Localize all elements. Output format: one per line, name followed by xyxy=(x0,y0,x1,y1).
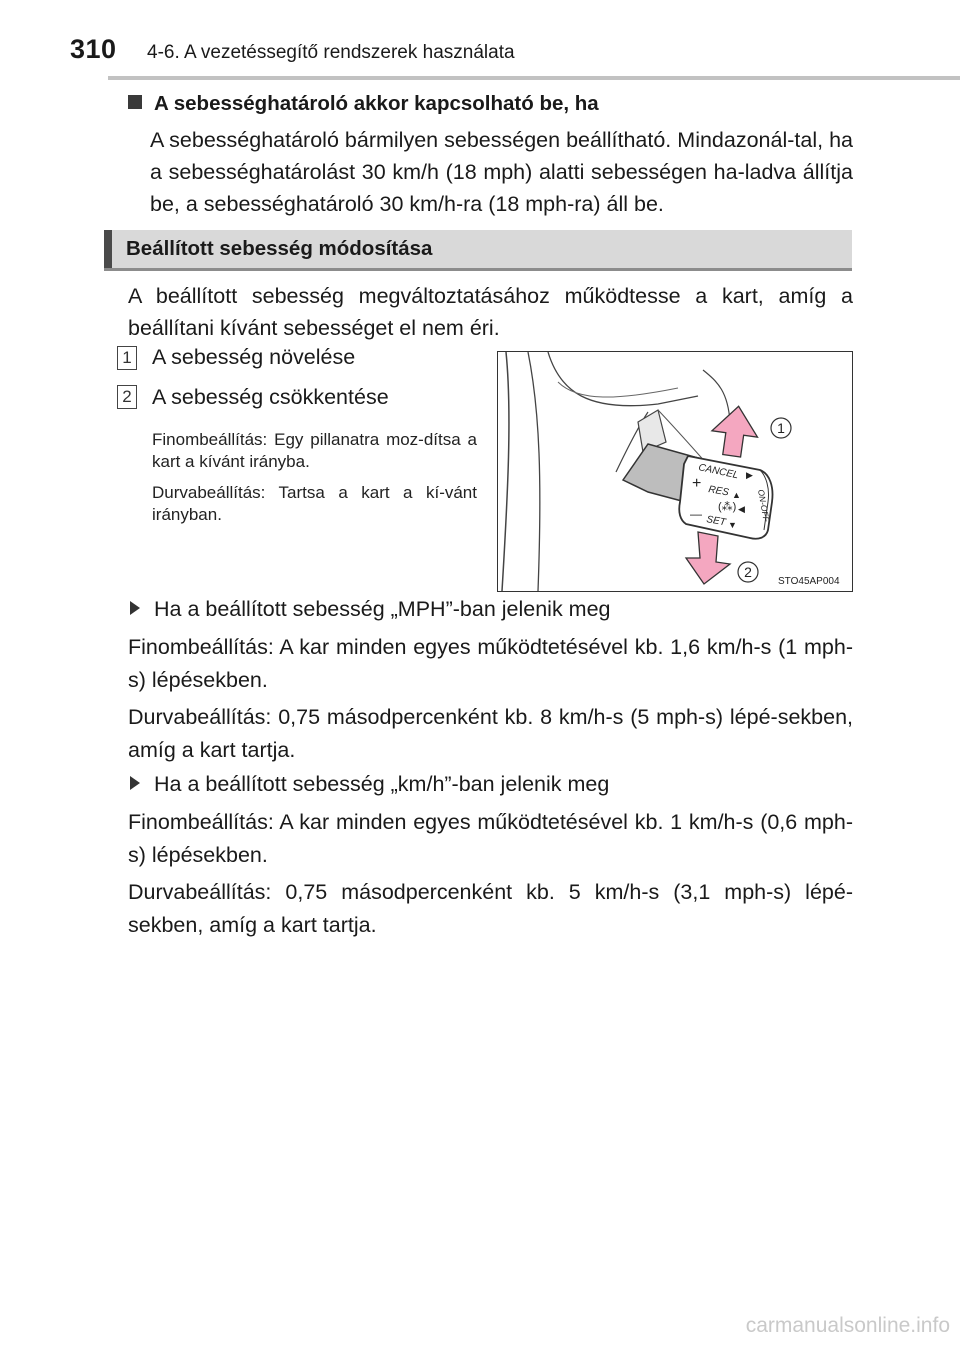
lever-cancel-label: CANCEL xyxy=(697,462,740,482)
kmh-coarse-paragraph: Durvabeállítás: 0,75 másodpercenként kb. 5 km/h-s (3,1 mph-s) lépé-sekben, amíg a kart tartja. xyxy=(128,880,853,937)
callout-1-label: 1 xyxy=(777,420,785,436)
lever-minus-label: — xyxy=(690,507,702,521)
header-rule xyxy=(108,76,960,80)
wheel-edge xyxy=(703,370,730,422)
lever-distance-icon: (⁂) xyxy=(718,501,737,513)
lever-onoff-label: ON-OFF xyxy=(756,488,772,523)
kmh-heading xyxy=(130,772,609,797)
lever-set-arrow-icon: ▼ xyxy=(728,520,737,530)
mph-heading-text: Ha a beállított sebesség „MPH”-ban jelenik meg xyxy=(154,597,611,621)
lever-res-label: RES xyxy=(707,484,730,499)
column-shroud-line xyxy=(558,382,678,397)
mph-coarse-paragraph: Durvabeállítás: 0,75 másodpercenként kb. 8 km/h-s (5 mph-s) lépé-sekben, amíg a kart tartja. xyxy=(128,705,853,762)
page-number: 310 xyxy=(70,34,117,64)
lever-illustration-svg xyxy=(498,352,852,591)
triangle-bullet-icon xyxy=(130,601,140,615)
conditions-heading-text: A sebességhatároló akkor kapcsolható be, ha xyxy=(154,92,599,115)
square-bullet-icon xyxy=(128,95,142,109)
triangle-bullet-icon xyxy=(130,776,140,790)
lever-plus-label: + xyxy=(692,475,702,492)
mph-fine-paragraph: Finombeállítás: A kar minden egyes működtetésével kb. 1,6 km/h-s (1 mph-s) lépésekben. xyxy=(128,635,853,692)
callout-2-label: 2 xyxy=(744,564,752,580)
column-shroud-top xyxy=(548,352,698,406)
lever-res-arrow-icon: ▲ xyxy=(732,490,741,500)
lever-cancel-arrow-icon: ▶ xyxy=(746,470,753,480)
column-outline-left xyxy=(502,352,509,591)
conditions-heading xyxy=(128,92,599,116)
figure-code: STO45AP004 xyxy=(778,576,840,587)
conditions-paragraph: A sebességhatároló bármilyen sebességen beállítható. Mindazonál-tal, ha a sebességhatárolást 30 km/h (18 mph) alatti sebességen ha-ladva állítja be, a sebességhatároló 30 km/h-ra (18 mph-ra) áll be. xyxy=(150,128,853,216)
increase-arrow-icon xyxy=(709,403,762,459)
item-decrease-speed: A sebesség csökkentése xyxy=(152,385,389,409)
adjust-intro-paragraph: A beállított sebesség megváltoztatásához működtesse a kart, amíg a beállítani kívánt sebességet el nem éri. xyxy=(128,284,853,340)
mph-heading xyxy=(130,597,611,622)
column-outline-inner xyxy=(528,352,540,591)
decrease-arrow-icon xyxy=(686,532,730,584)
item-increase-speed: A sebesség növelése xyxy=(152,345,356,369)
coarse-adjust-note: Durvabeállítás: Tartsa a kart a kí-vánt irányban. xyxy=(152,483,477,524)
kmh-heading-text: Ha a beállított sebesség „km/h”-ban jelenik meg xyxy=(154,772,610,796)
lever-set-label: SET xyxy=(705,514,727,529)
item-number-1: 1 xyxy=(117,346,137,370)
section-bar-edge xyxy=(104,230,112,268)
lever-distance-arrow-icon: ◀ xyxy=(738,504,745,514)
section-title: Beállított sebesség módosítása xyxy=(126,237,433,260)
item-number-2: 2 xyxy=(117,385,137,409)
chapter-title: 4-6. A vezetéssegítő rendszerek használata xyxy=(147,42,515,63)
fine-adjust-note: Finombeállítás: Egy pillanatra moz-dítsa a kart a kívánt irányba. xyxy=(152,430,477,471)
kmh-fine-paragraph: Finombeállítás: A kar minden egyes működtetésével kb. 1 km/h-s (0,6 mph-s) lépésekben. xyxy=(128,810,853,867)
lever-illustration xyxy=(497,351,853,592)
watermark: carmanualsonline.info xyxy=(745,1314,950,1337)
section-header-bar xyxy=(104,230,852,271)
